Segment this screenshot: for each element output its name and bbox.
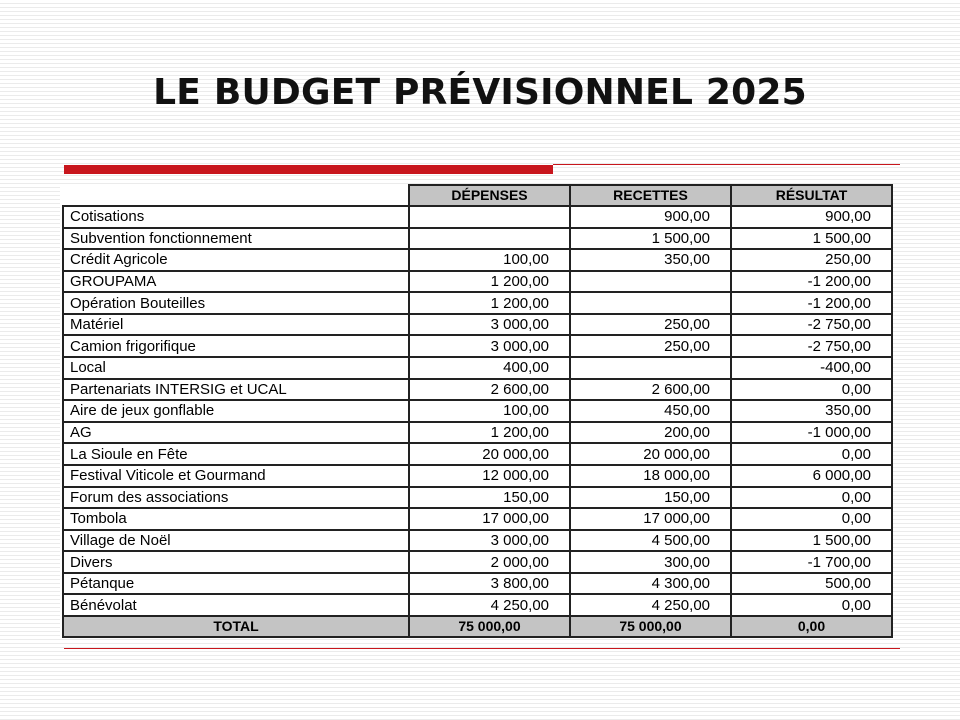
cell-resultat: -1 700,00 [731, 551, 892, 573]
row-label: Crédit Agricole [63, 249, 409, 271]
cell-resultat: 0,00 [731, 508, 892, 530]
row-label: GROUPAMA [63, 271, 409, 293]
cell-resultat: -1 200,00 [731, 292, 892, 314]
cell-depenses: 400,00 [409, 357, 570, 379]
cell-recettes: 900,00 [570, 206, 731, 228]
table-row [63, 271, 892, 293]
cell-recettes: 4 500,00 [570, 530, 731, 552]
cell-resultat: 1 500,00 [731, 228, 892, 250]
total-recettes: 75 000,00 [570, 616, 731, 637]
cell-recettes: 350,00 [570, 249, 731, 271]
cell-recettes: 1 500,00 [570, 228, 731, 250]
cell-depenses: 2 600,00 [409, 379, 570, 401]
cell-recettes: 450,00 [570, 400, 731, 422]
row-label: AG [63, 422, 409, 444]
table-body [63, 206, 892, 616]
bottom-divider [64, 648, 900, 649]
table-row [63, 228, 892, 250]
cell-resultat: -2 750,00 [731, 314, 892, 336]
cell-resultat: 0,00 [731, 594, 892, 616]
cell-recettes [570, 357, 731, 379]
cell-resultat: 350,00 [731, 400, 892, 422]
row-label: Tombola [63, 508, 409, 530]
table-row [63, 379, 892, 401]
table-row [63, 400, 892, 422]
cell-depenses: 4 250,00 [409, 594, 570, 616]
row-label: Pétanque [63, 573, 409, 595]
budget-table [62, 184, 893, 638]
cell-depenses: 3 000,00 [409, 530, 570, 552]
cell-resultat: 6 000,00 [731, 465, 892, 487]
cell-resultat: 1 500,00 [731, 530, 892, 552]
cell-recettes: 250,00 [570, 335, 731, 357]
column-header-recettes: RECETTES [570, 185, 731, 206]
row-label: La Sioule en Fête [63, 443, 409, 465]
row-label: Festival Viticole et Gourmand [63, 465, 409, 487]
cell-depenses: 2 000,00 [409, 551, 570, 573]
cell-recettes: 4 300,00 [570, 573, 731, 595]
cell-depenses: 3 000,00 [409, 314, 570, 336]
cell-recettes: 200,00 [570, 422, 731, 444]
cell-recettes [570, 292, 731, 314]
table-row [63, 465, 892, 487]
row-label: Divers [63, 551, 409, 573]
row-label: Subvention fonctionnement [63, 228, 409, 250]
cell-recettes: 250,00 [570, 314, 731, 336]
total-depenses: 75 000,00 [409, 616, 570, 637]
table-row [63, 594, 892, 616]
row-label: Camion frigorifique [63, 335, 409, 357]
row-label: Aire de jeux gonflable [63, 400, 409, 422]
cell-resultat: -1 000,00 [731, 422, 892, 444]
cell-recettes: 17 000,00 [570, 508, 731, 530]
accent-bar [64, 165, 553, 174]
cell-depenses [409, 206, 570, 228]
cell-resultat: 0,00 [731, 487, 892, 509]
cell-resultat: -400,00 [731, 357, 892, 379]
table-row [63, 487, 892, 509]
row-label: Matériel [63, 314, 409, 336]
table-row [63, 530, 892, 552]
column-header-depenses: DÉPENSES [409, 185, 570, 206]
row-label: Local [63, 357, 409, 379]
cell-recettes: 20 000,00 [570, 443, 731, 465]
total-label: TOTAL [63, 616, 409, 637]
row-label: Forum des associations [63, 487, 409, 509]
total-resultat: 0,00 [731, 616, 892, 637]
table-row [63, 551, 892, 573]
cell-recettes: 300,00 [570, 551, 731, 573]
table-row [63, 314, 892, 336]
cell-recettes: 2 600,00 [570, 379, 731, 401]
cell-recettes: 18 000,00 [570, 465, 731, 487]
column-header-label [63, 185, 409, 206]
row-label: Cotisations [63, 206, 409, 228]
table-row [63, 249, 892, 271]
table-row [63, 292, 892, 314]
cell-resultat: 250,00 [731, 249, 892, 271]
table-row [63, 573, 892, 595]
cell-depenses: 1 200,00 [409, 292, 570, 314]
row-label: Partenariats INTERSIG et UCAL [63, 379, 409, 401]
cell-depenses: 100,00 [409, 249, 570, 271]
cell-depenses: 3 000,00 [409, 335, 570, 357]
cell-depenses: 3 800,00 [409, 573, 570, 595]
budget-table-container [60, 184, 892, 639]
table-row [63, 443, 892, 465]
cell-depenses [409, 228, 570, 250]
column-header-resultat: RÉSULTAT [731, 185, 892, 206]
table-row [63, 357, 892, 379]
cell-depenses: 100,00 [409, 400, 570, 422]
cell-resultat: 500,00 [731, 573, 892, 595]
table-row [63, 422, 892, 444]
accent-line [553, 164, 900, 165]
row-label: Bénévolat [63, 594, 409, 616]
cell-depenses: 20 000,00 [409, 443, 570, 465]
cell-resultat: 0,00 [731, 443, 892, 465]
row-label: Village de Noël [63, 530, 409, 552]
cell-resultat: -1 200,00 [731, 271, 892, 293]
cell-recettes [570, 271, 731, 293]
cell-resultat: -2 750,00 [731, 335, 892, 357]
total-row [63, 616, 892, 637]
page-title: LE BUDGET PRÉVISIONNEL 2025 [153, 72, 807, 113]
cell-depenses: 12 000,00 [409, 465, 570, 487]
cell-resultat: 0,00 [731, 379, 892, 401]
table-row [63, 508, 892, 530]
cell-depenses: 17 000,00 [409, 508, 570, 530]
cell-recettes: 4 250,00 [570, 594, 731, 616]
cell-resultat: 900,00 [731, 206, 892, 228]
cell-depenses: 150,00 [409, 487, 570, 509]
cell-depenses: 1 200,00 [409, 271, 570, 293]
cell-recettes: 150,00 [570, 487, 731, 509]
row-label: Opération Bouteilles [63, 292, 409, 314]
cell-depenses: 1 200,00 [409, 422, 570, 444]
table-row [63, 335, 892, 357]
table-row [63, 206, 892, 228]
table-header-row [63, 185, 892, 206]
